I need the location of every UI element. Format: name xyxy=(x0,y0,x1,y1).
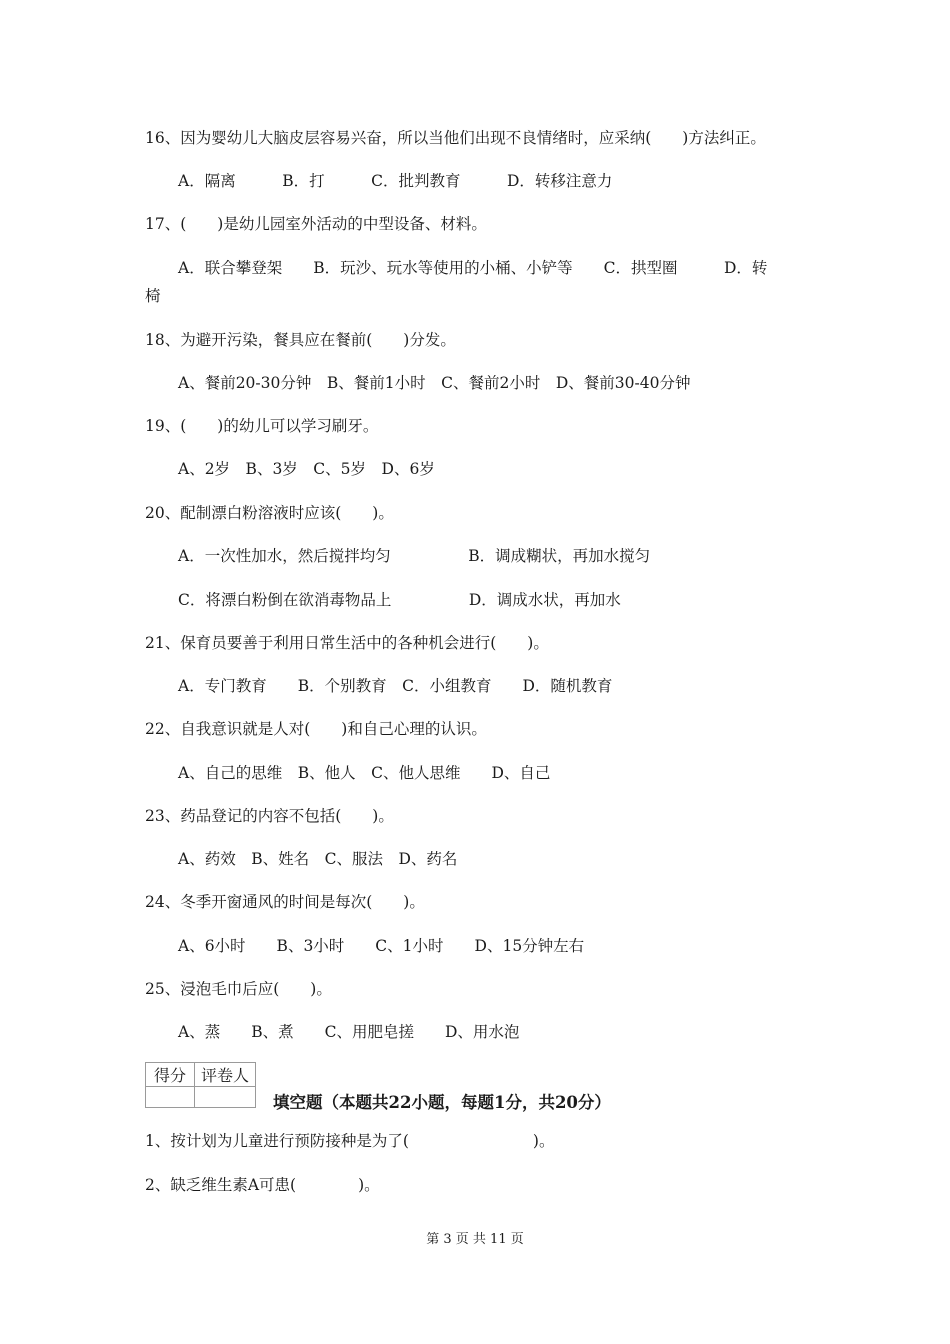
question-18-stem: 18、为避开污染，餐具应在餐前( )分发。 xyxy=(145,331,456,349)
question-20-stem: 20、配制漂白粉溶液时应该( )。 xyxy=(145,504,394,522)
score-header: 得分 xyxy=(146,1063,195,1087)
score-table xyxy=(145,1062,256,1108)
question-16-options: A．隔离 B．打 C．批判教育 D．转移注意力 xyxy=(178,172,613,190)
score-cell xyxy=(146,1087,195,1108)
question-21-stem: 21、保育员要善于利用日常生活中的各种机会进行( )。 xyxy=(145,634,549,652)
question-24-options: A、6小时 B、3小时 C、1小时 D、15分钟左右 xyxy=(178,937,585,955)
grader-header: 评卷人 xyxy=(195,1063,256,1087)
question-23-stem: 23、药品登记的内容不包括( )。 xyxy=(145,807,394,825)
question-20-options-ab: A．一次性加水，然后搅拌均匀 B．调成糊状，再加水搅匀 xyxy=(178,547,651,565)
question-17-stem: 17、( )是幼儿园室外活动的中型设备、材料。 xyxy=(145,215,487,233)
question-17-options-continuation: 椅 xyxy=(145,287,161,305)
question-21-options: A．专门教育 B．个别教育 C．小组教育 D．随机教育 xyxy=(178,677,613,695)
question-19-stem: 19、( )的幼儿可以学习刷牙。 xyxy=(145,417,379,435)
section-title: 填空题（本题共22小题，每题1分，共20分） xyxy=(273,1093,611,1112)
question-22-options: A、自己的思维 B、他人 C、他人思维 D、自己 xyxy=(178,764,551,782)
question-20-options-cd: C．将漂白粉倒在欲消毒物品上 D．调成水状，再加水 xyxy=(178,591,621,609)
fill-blank-2: 2、缺乏维生素A可患( )。 xyxy=(145,1176,380,1194)
fill-blank-1: 1、按计划为儿童进行预防接种是为了( )。 xyxy=(145,1132,555,1150)
question-23-options: A、药效 B、姓名 C、服法 D、药名 xyxy=(178,850,458,868)
grader-cell xyxy=(195,1087,256,1108)
question-18-options: A、餐前20-30分钟 B、餐前1小时 C、餐前2小时 D、餐前30-40分钟 xyxy=(178,374,691,392)
question-17-options: A．联合攀登架 B．玩沙、玩水等使用的小桶、小铲等 C．拱型圈 D．转 xyxy=(178,259,768,277)
question-22-stem: 22、自我意识就是人对( )和自己心理的认识。 xyxy=(145,720,487,738)
question-25-stem: 25、浸泡毛巾后应( )。 xyxy=(145,980,332,998)
question-24-stem: 24、冬季开窗通风的时间是每次( )。 xyxy=(145,893,425,911)
question-25-options: A、蒸 B、煮 C、用肥皂搓 D、用水泡 xyxy=(178,1023,520,1041)
question-16-stem: 16、因为婴幼儿大脑皮层容易兴奋，所以当他们出现不良情绪时，应采纳( )方法纠正。 xyxy=(145,129,766,147)
page-footer: 第 3 页 共 11 页 xyxy=(426,1232,524,1247)
question-19-options: A、2岁 B、3岁 C、5岁 D、6岁 xyxy=(178,460,435,478)
